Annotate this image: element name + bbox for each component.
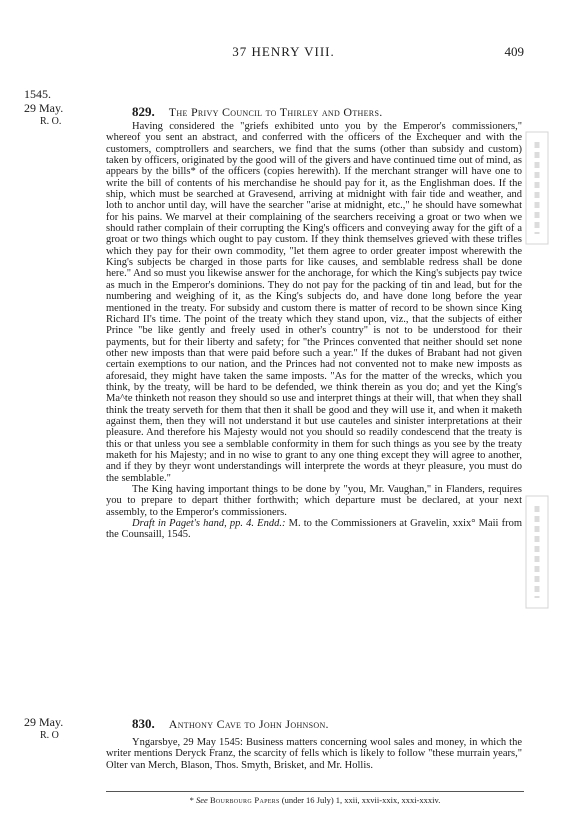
margin-year: 1545.	[24, 87, 51, 101]
entry-body-830	[106, 737, 522, 771]
footnote	[106, 795, 524, 805]
page-number: 409	[504, 44, 524, 59]
running-head-title: 37 HENRY VIII.	[232, 44, 335, 59]
margin-date: 29 May.	[24, 715, 64, 729]
endorsement-italic: Draft in Paget's hand, pp. 4. Endd.:	[132, 518, 286, 530]
margin-source: R. O.	[40, 116, 62, 127]
paragraph: Having considered the "griefs exhibited unto you by the Emperor's commissioners," whereof you sent an abstract, and conferred with the officers of the Exchequer and with the customers, comptrollers and searchers, we find that the sums (other than subsidy and custom) taken by officers, originated by the good will of the givers and have continued time out of mind, as appears by the bills* of the officers (copies herewith). If the merchant stranger will have one to write the bill of contents of his merchandise he should pay for it, as the Englishman does. If the ship, which must be searched at Gravesend, arriving at midnight with fair tide and weather, and loth to anchor until day, will have the searcher "arise at midnight, etc.," he should have somewhat for his pains. We marvel at their complaining of the searchers receiving a groat or two when we should rather complain of their corrupting the King's officers and conveying away for the gift of a groat or two things which ought to pay custom. If they think themselves grieved with these trifles which they pay for their own commodity, "let them agree to order greater impost wherewith the King's subjects be charged in those parts for like causes, and semblable redress shall be done here." And so must you likewise answer for the anchorage, for which the King's subjects pay twice as much in the Emperor's dominions. They do not pay for the packing of tin and lead, but for the numbering and weighing of it, as the King's subjects do, and have done long before the year mentioned in the treaty. For subsidy and custom there is matter of record to be shown since King Richard II's time. The point of the treaty which they stand upon, viz., that the subjects of either Prince "be like gently and freely used in other's country" is not to be understood for their payments, but for their liberty and safety; for "the Princes convented that neither should set none other new imposts than that were paid before such a year." If the dukes of Brabant had not given certain exemptions to our nation, and the Princes had not convented not to make new imposts as aforesaid, they might have taken the same imposts. "As for the matter of the wrecks, which you think, by the treaty, will be hard to be defended, we think therein as you do; and yet the King's Ma^te thinketh not reason they should so use and interpret things at their will, that when they shall think the treaty serveth for them that then it shall be good and they will use it, and when it maketh against them, then they will not understand it but use cauteles and sinister interpretations at their pleasure. And therefore his Majesty would not you should so readily condescend that the treaty is this or that unless you see a semblable conformity in them for such things as you see by the treaty maketh for his Majesty; and in no wise to grant to any one thing except they will agree to another, and if they by theyr wont understandings will interprete the words at theyr pleasure, you must do the semblable."	[106, 121, 522, 484]
margin-note-829	[24, 87, 94, 129]
entry-heading-829	[132, 104, 383, 120]
margin-note-830	[24, 715, 94, 743]
library-stamp-icon	[522, 128, 552, 248]
entry-number: 829.	[132, 104, 155, 119]
entry-title: Anthony Cave to John Johnson.	[168, 717, 329, 731]
library-stamp-icon	[522, 492, 552, 612]
paragraph: The King having important things to be done by "you, Mr. Vaughan," in Flanders, requires you to prepare to depart thither forthwith; which departure must be declared, at your next assembly, to the Emperor's commissioners.	[106, 484, 522, 518]
footnote-marker: *	[189, 795, 194, 805]
paragraph: Yngarsbye, 29 May 1545: Business matters concerning wool sales and money, in which the writer mentions Deryck Franz, the scarcity of fells which is likely to follow "these murrain years," Olter van Merch, Blason, Thos. Smyth, Brisket, and Mr. Hollis.	[106, 737, 522, 771]
entry-heading-830	[132, 716, 329, 732]
endorsement-text: M. to the Commissioners at Gravelin, xxix° Maii from the Counsaill, 1545.	[106, 518, 523, 541]
footnote-rest: (under 16 July) 1, xxii, xxvii-xxix, xxxi-xxxiv.	[279, 795, 441, 805]
running-head	[0, 44, 567, 62]
footnote-see: See	[193, 795, 210, 805]
margin-date: 29 May.	[24, 101, 64, 115]
footnote-ref: Bourbourg Papers	[209, 795, 280, 805]
footnote-rule	[106, 791, 524, 792]
entry-number: 830.	[132, 716, 155, 731]
entry-title: The Privy Council to Thirley and Others.	[168, 105, 383, 119]
margin-source: R. O	[40, 730, 59, 741]
endorsement	[106, 518, 522, 541]
entry-body-829	[106, 121, 522, 541]
